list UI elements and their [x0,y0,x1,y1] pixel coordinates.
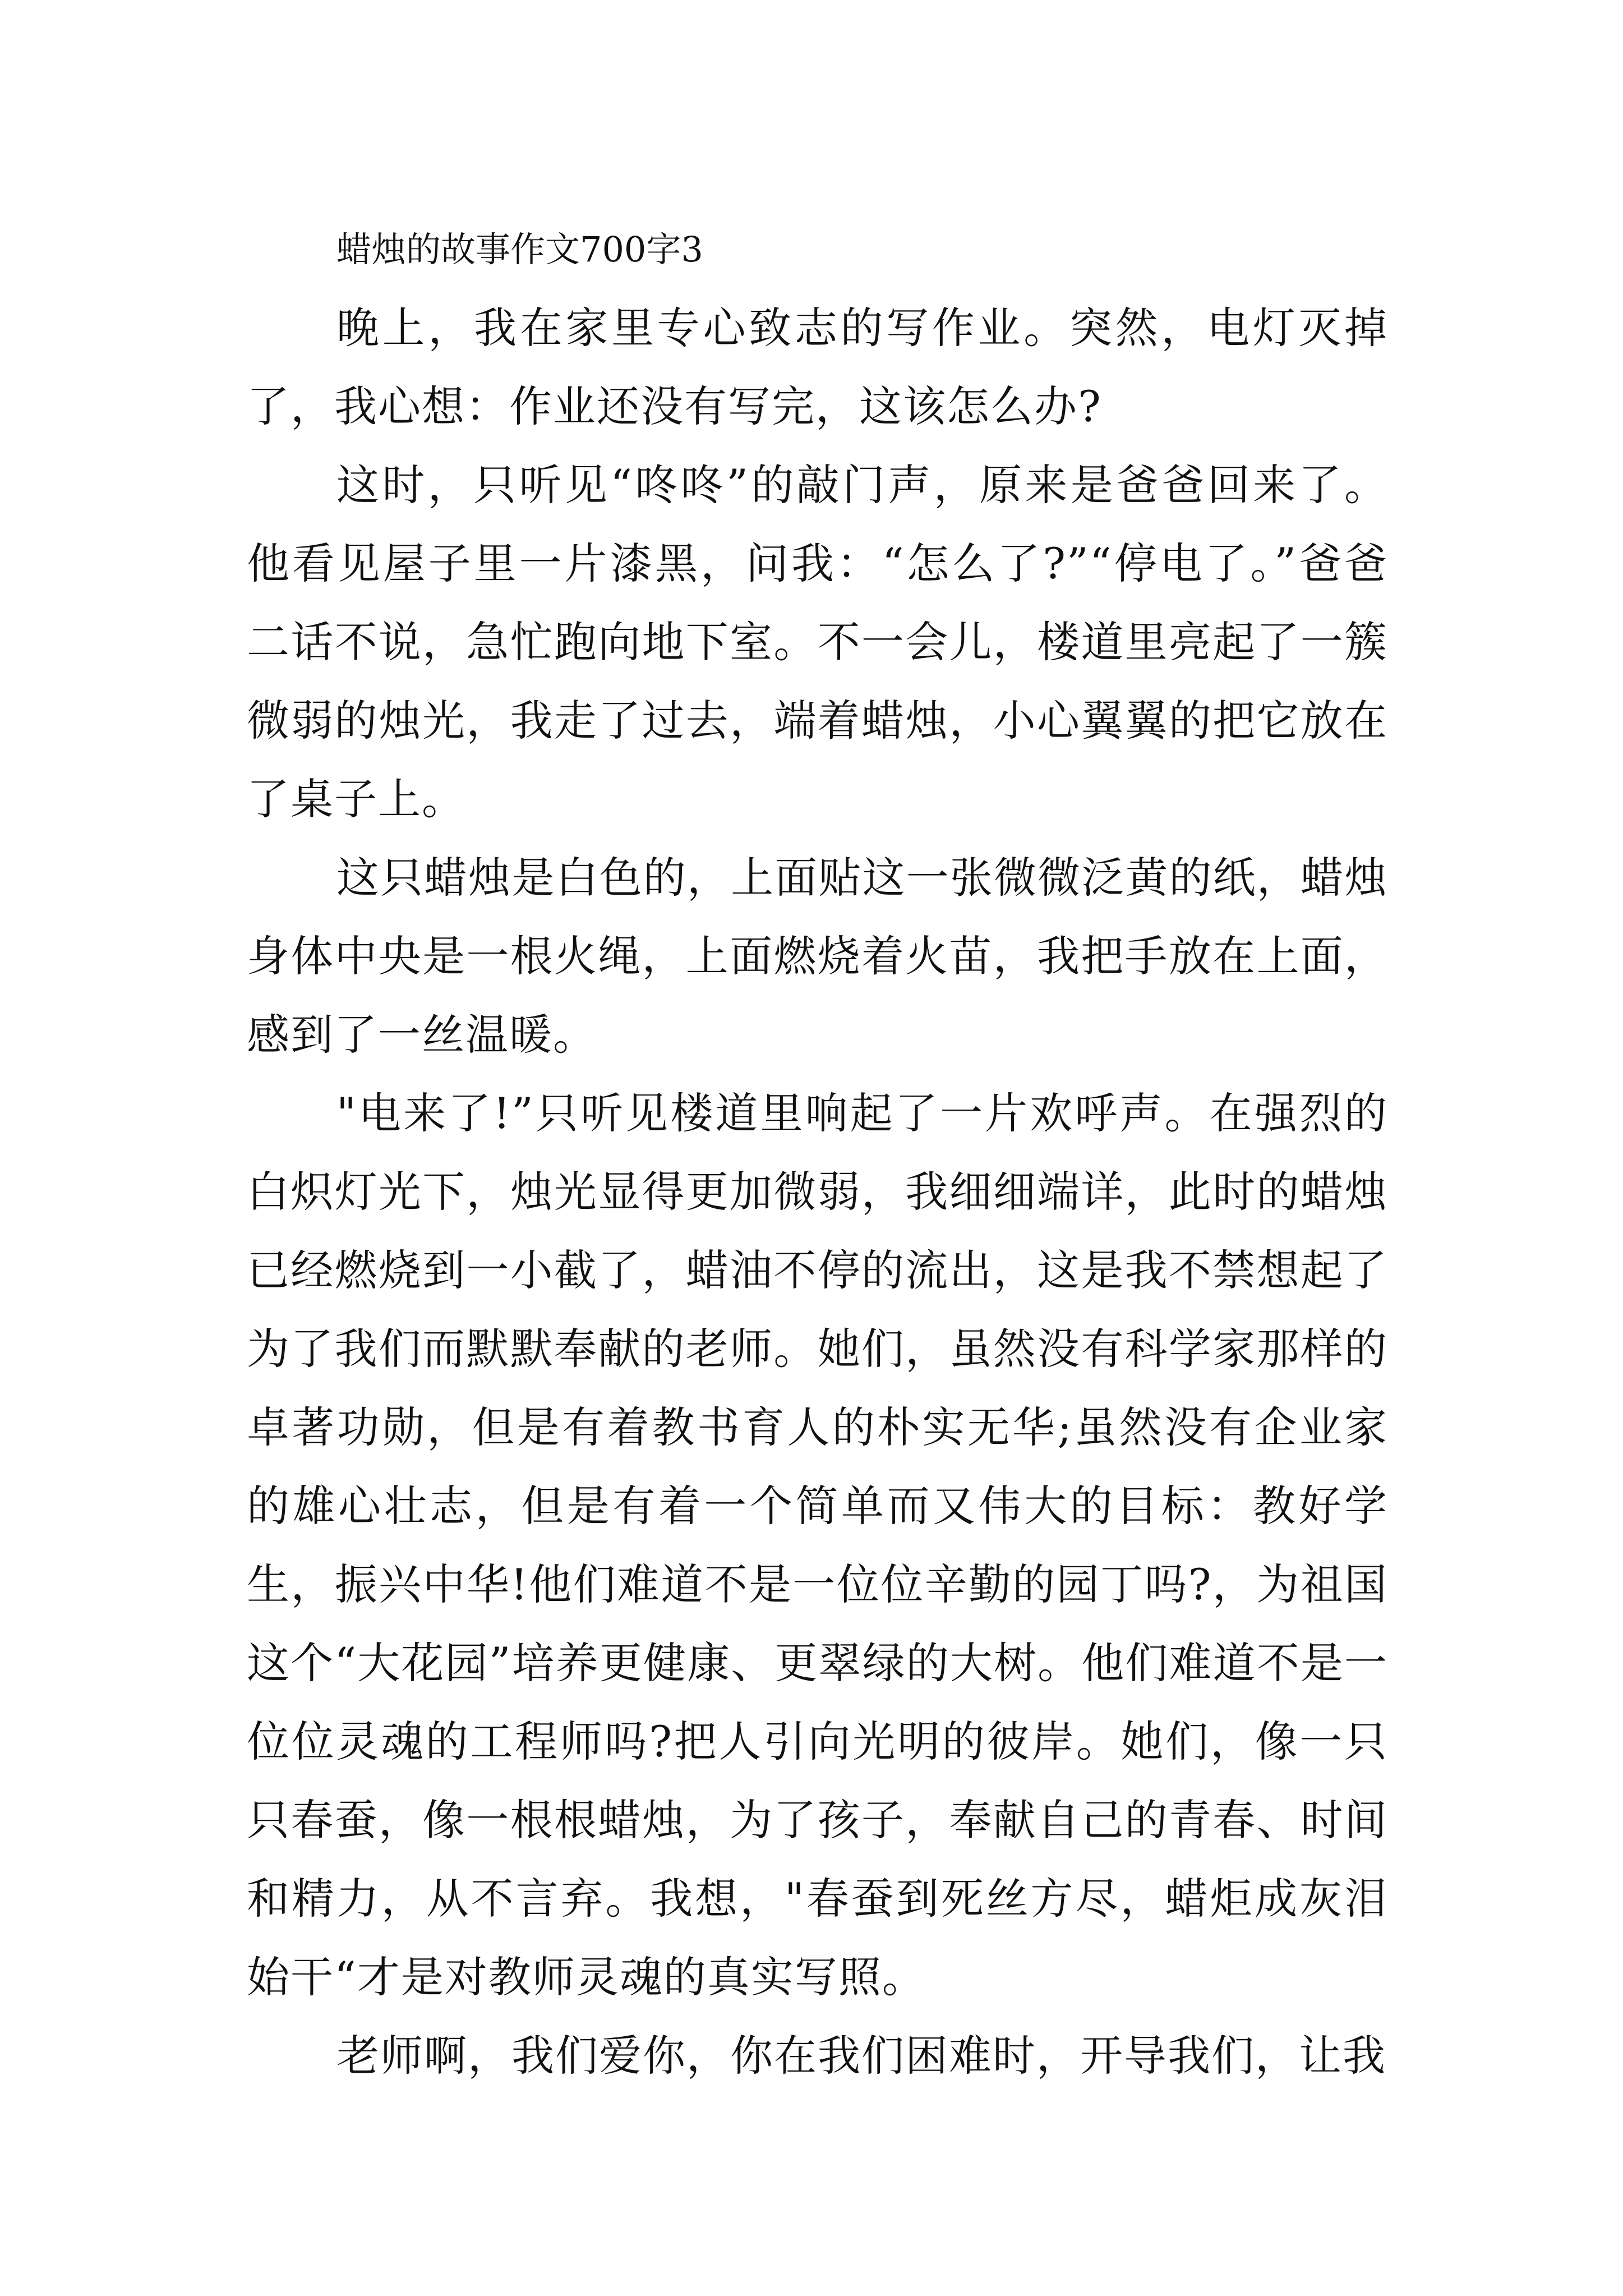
paragraph-3: 这只蜡烛是白色的，上面贴这一张微微泛黄的纸，蜡烛身体中央是一根火绳，上面燃烧着火苗，我把手放在上面，感到了一丝温暖。 [247,853,1388,1060]
paragraph-1: 晚上，我在家里专心致志的写作业。突然，电灯灭掉了，我心想：作业还没有写完，这该怎么办? [247,303,1388,431]
document-body [247,210,1388,2095]
paragraph-4: "电来了!”只听见楼道里响起了一片欢呼声。在强烈的白炽灯光下，烛光显得更加微弱，我细细端详，此时的蜡烛已经燃烧到一小截了，蜡油不停的流出，这是我不禁想起了为了我们而默默奉献的老师。她们，虽然没有科学家那样的卓著功勋，但是有着教书育人的朴实无华;虽然没有企业家的雄心壮志，但是有着一个简单而又伟大的目标：教好学生，振兴中华!他们难道不是一位位辛勤的园丁吗?，为祖国这个“大花园”培养更健康、更翠绿的大树。他们难道不是一位位灵魂的工程师吗?把人引向光明的彼岸。她们，像一只只春蚕，像一根根蜡烛，为了孩子，奉献自己的青春、时间和精力，从不言弃。我想，"春蚕到死丝方尽，蜡炬成灰泪始干“才是对教师灵魂的真实写照。 [247,1088,1388,2002]
document-title: 蜡烛的故事作文700字3 [336,229,703,270]
paragraph-5: 老师啊，我们爱你，你在我们困难时，开导我们，让我 [336,2031,1386,2081]
paragraph-2: 这时，只听见“咚咚”的敲门声，原来是爸爸回来了。他看见屋子里一片漆黑，问我：“怎么了?”“停电了。”爸爸二话不说，急忙跑向地下室。不一会儿，楼道里亮起了一簇微弱的烛光，我走了过去，端着蜡烛，小心翼翼的把它放在了桌子上。 [247,460,1388,824]
